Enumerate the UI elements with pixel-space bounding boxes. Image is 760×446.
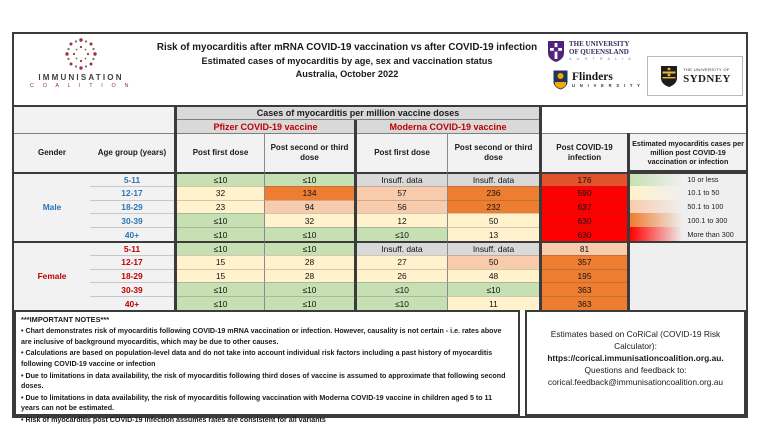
immunisation-coalition-logo — [22, 36, 140, 89]
value-cell: 27 — [357, 255, 447, 269]
corical-line1: Estimates based on CoRiCal (COVID-19 Risk Calculator): — [550, 328, 721, 351]
org-name: IMMUNISATION — [38, 73, 124, 82]
age-group-label: 12-17 — [90, 186, 174, 200]
pfizer-header: Pfizer COVID-19 vaccine — [177, 120, 354, 133]
post-covid-header: Post COVID-19 infection — [542, 133, 627, 172]
moderna-header: Moderna COVID-19 vaccine — [357, 120, 539, 133]
value-cell: 12 — [357, 213, 447, 227]
value-cell: ≤10 — [264, 296, 354, 310]
age-group-label: 5-11 — [90, 241, 174, 255]
value-cell: 15 — [177, 255, 264, 269]
age-group-label: 18-29 — [90, 200, 174, 214]
legend-swatch — [630, 186, 683, 200]
legend-empty-cell — [630, 241, 746, 310]
university-logos — [546, 34, 746, 105]
legend-item — [630, 186, 746, 200]
value-cell: 23 — [177, 200, 264, 214]
value-cell: ≤10 — [264, 172, 354, 186]
value-cell: 357 — [542, 255, 627, 269]
note-bullet: • Risk of myocarditis post COVID-19 infection assumes rates are consistent for all variants — [21, 416, 326, 425]
header-band — [14, 34, 746, 107]
value-cell: Insuff. data — [357, 172, 447, 186]
gender-column-header: Gender — [14, 133, 90, 172]
value-cell: 195 — [542, 269, 627, 283]
value-cell: 134 — [264, 186, 354, 200]
pfizer-first-dose-header: Post first dose — [177, 133, 264, 172]
value-cell: ≤10 — [447, 282, 539, 296]
age-column-header: Age group (years) — [90, 133, 174, 172]
value-cell: ≤10 — [177, 172, 264, 186]
legend-swatch — [630, 227, 683, 241]
data-grid — [14, 107, 746, 310]
value-cell: 50 — [447, 255, 539, 269]
value-cell: 81 — [542, 241, 627, 255]
legend-label: 100.1 to 300 — [687, 215, 728, 225]
uq-shield-icon — [546, 39, 566, 63]
note-bullet: • Calculations are based on population-level data and do not take into account individual risk factors including a past history of myocarditis following COVID-19 vaccine or infection — [21, 349, 493, 368]
age-group-label: 12-17 — [90, 255, 174, 269]
pfizer-second-dose-header: Post second or third dose — [264, 133, 354, 172]
value-cell: ≤10 — [177, 213, 264, 227]
value-cell: 637 — [542, 200, 627, 214]
value-cell: 32 — [177, 186, 264, 200]
value-cell: 176 — [542, 172, 627, 186]
value-cell: ≤10 — [264, 282, 354, 296]
flinders-logo — [552, 69, 642, 91]
corical-email[interactable]: corical.feedback@immunisationcoalition.org.au — [547, 377, 724, 388]
value-cell: Insuff. data — [447, 172, 539, 186]
age-group-label: 40+ — [90, 296, 174, 310]
legend-item — [630, 213, 746, 227]
flinders-line1: Flinders — [572, 70, 613, 83]
chart-subtitle: Estimated cases of myocarditis by age, sex and vaccination status — [201, 56, 493, 66]
age-group-label: 18-29 — [90, 269, 174, 283]
legend-item — [630, 172, 746, 186]
uq-wordmark — [569, 40, 633, 62]
legend-label: 10 or less — [687, 175, 719, 185]
uq-logo — [546, 39, 633, 63]
corical-info-box — [525, 310, 746, 416]
value-cell: 57 — [357, 186, 447, 200]
legend-item — [630, 200, 746, 214]
value-cell: ≤10 — [357, 282, 447, 296]
title-block — [142, 42, 552, 79]
span-header: Cases of myocarditis per million vaccine doses — [177, 107, 539, 120]
uq-line2: OF QUEENSLAND — [569, 48, 629, 57]
value-cell: 590 — [542, 186, 627, 200]
value-cell: 630 — [542, 213, 627, 227]
value-cell: 11 — [447, 296, 539, 310]
notes-title: ***IMPORTANT NOTES*** — [21, 315, 110, 324]
moderna-second-dose-header: Post second or third dose — [447, 133, 539, 172]
empty-header-cell — [14, 107, 174, 133]
flinders-line2: U N I V E R S I T Y — [572, 83, 642, 89]
value-cell: 32 — [264, 213, 354, 227]
value-cell: 630 — [542, 227, 627, 241]
chart-title: Risk of myocarditis after mRNA COVID-19 vaccination vs after COVID-19 infection — [156, 42, 538, 53]
value-cell: ≤10 — [177, 296, 264, 310]
corical-line3: Questions and feedback to: — [584, 365, 687, 376]
value-cell: ≤10 — [264, 241, 354, 255]
value-cell: 15 — [177, 269, 264, 283]
value-cell: 28 — [264, 255, 354, 269]
chart-frame — [12, 32, 748, 425]
empty-header-cell-right — [542, 107, 746, 133]
dot-burst-icon — [63, 36, 99, 72]
flinders-wordmark — [572, 72, 642, 89]
value-cell: Insuff. data — [357, 241, 447, 255]
age-group-label: 5-11 — [90, 172, 174, 186]
value-cell: 28 — [264, 269, 354, 283]
sydney-line2: SYDNEY — [683, 72, 731, 85]
legend-label: 50.1 to 100 — [687, 201, 724, 211]
flinders-shield-icon — [552, 69, 569, 91]
value-cell: 50 — [447, 213, 539, 227]
value-cell: 48 — [447, 269, 539, 283]
sydney-wordmark — [683, 68, 731, 85]
gender-label-male: Male — [14, 172, 90, 241]
value-cell: Insuff. data — [447, 241, 539, 255]
note-bullet: • Due to limitations in data availability, the risk of myocarditis following vaccination with Moderna COVID-19 vaccine in children aged 5 to 11 years can not be estimated. — [21, 393, 493, 413]
value-cell: ≤10 — [177, 227, 264, 241]
legend-label: 10.1 to 50 — [687, 188, 720, 198]
corical-url[interactable]: https://corical.immunisationcoalition.org.au. — [547, 352, 724, 363]
legend-label: More than 300 — [687, 229, 734, 239]
value-cell: 56 — [357, 200, 447, 214]
age-group-label: 30-39 — [90, 282, 174, 296]
uq-line3: A U S T R A L I A — [569, 56, 633, 62]
value-cell: ≤10 — [177, 241, 264, 255]
age-group-label: 40+ — [90, 227, 174, 241]
note-bullet: • Chart demonstrates risk of myocarditis following COVID-19 mRNA vaccination or infection. However, causality is not certain - i.e. rates above are inclusive of background myocarditis, which may be due to other causes. — [21, 327, 502, 346]
note-bullet: • Due to limitations in data availability, the risk of myocarditis following third doses of vaccine is assumed to approximate that following second doses. — [21, 371, 506, 391]
sydney-logo — [647, 56, 743, 96]
sydney-shield-icon — [659, 64, 679, 88]
value-cell: ≤10 — [177, 282, 264, 296]
value-cell: ≤10 — [357, 227, 447, 241]
legend-swatch — [630, 213, 683, 227]
age-group-label: 30-39 — [90, 213, 174, 227]
moderna-first-dose-header: Post first dose — [357, 133, 447, 172]
value-cell: ≤10 — [264, 227, 354, 241]
value-cell: 232 — [447, 200, 539, 214]
value-cell: 363 — [542, 282, 627, 296]
value-cell: 13 — [447, 227, 539, 241]
gender-label-female: Female — [14, 241, 90, 310]
value-cell: ≤10 — [357, 296, 447, 310]
value-cell: 94 — [264, 200, 354, 214]
chart-region-date: Australia, October 2022 — [295, 69, 399, 79]
legend-item — [630, 227, 746, 241]
value-cell: 26 — [357, 269, 447, 283]
legend-swatch — [630, 174, 683, 186]
org-subname: C O A L I T I O N — [29, 83, 133, 89]
sydney-line1: THE UNIVERSITY OF — [683, 66, 730, 72]
legend-swatch — [630, 200, 683, 214]
uq-line1: THE UNIVERSITY — [569, 40, 630, 49]
value-cell: 363 — [542, 296, 627, 310]
important-notes-box — [14, 310, 520, 425]
value-cell: 236 — [447, 186, 539, 200]
legend-header: Estimated myocarditis cases per million post COVID-19 vaccination or infection — [630, 133, 746, 172]
